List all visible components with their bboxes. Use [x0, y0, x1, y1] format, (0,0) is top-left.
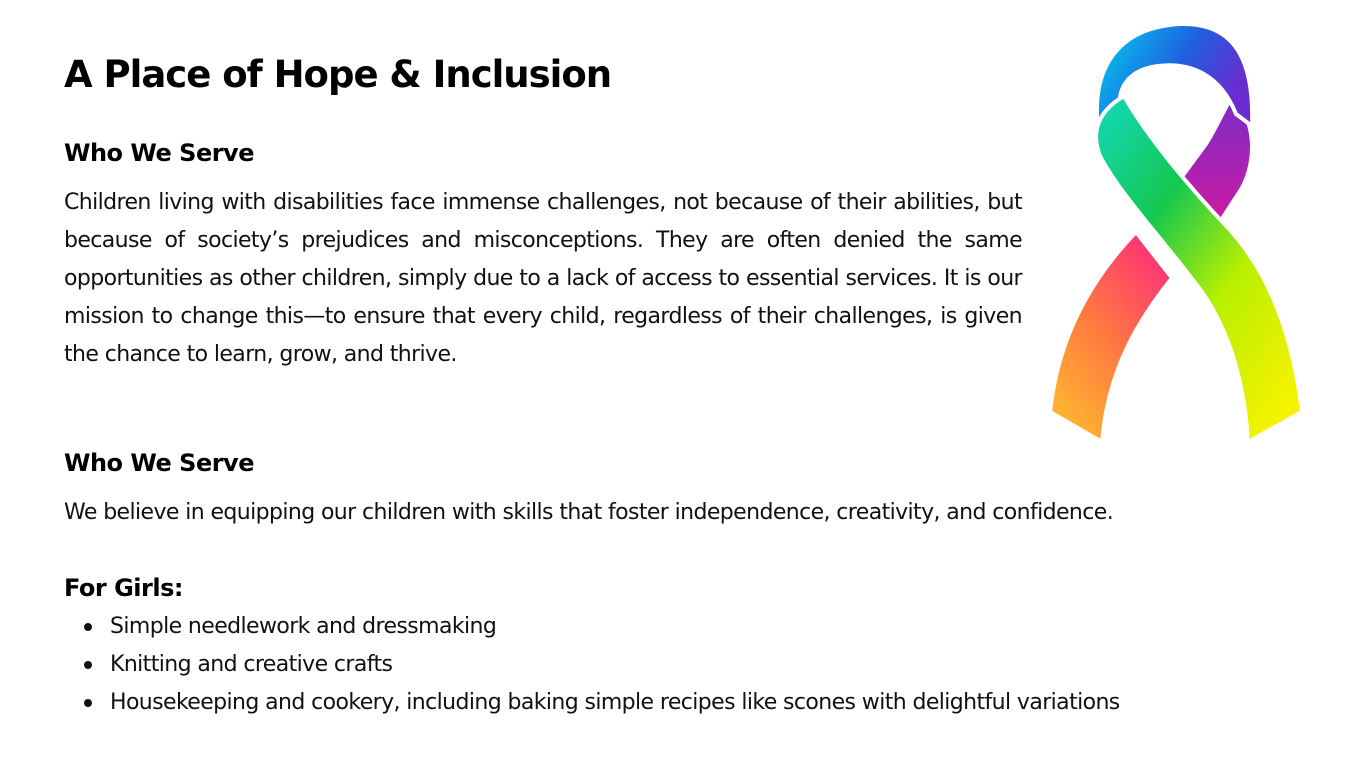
bullet-icon: [84, 699, 92, 707]
list-item-text: Housekeeping and cookery, including baking simple recipes like scones with delightful variations: [110, 690, 1120, 715]
bullet-icon: [84, 623, 92, 631]
page-title: A Place of Hope & Inclusion: [64, 53, 612, 96]
list-item: [84, 686, 1120, 724]
list-item: [84, 610, 1120, 648]
section-body-skills: We believe in equipping our children with skills that foster independence, creativity, and confidence.: [64, 500, 1114, 525]
section-heading-who-we-serve-2: Who We Serve: [64, 449, 254, 477]
list-item-text: Simple needlework and dressmaking: [110, 614, 497, 639]
section-heading-who-we-serve: Who We Serve: [64, 139, 254, 167]
list-item: [84, 648, 1120, 686]
list-item-text: Knitting and creative crafts: [110, 652, 393, 677]
rainbow-awareness-ribbon-icon: [1040, 18, 1312, 448]
bullet-icon: [84, 661, 92, 669]
skills-list: [84, 610, 1120, 724]
section-body-who-we-serve: Children living with disabilities face immense challenges, not because of their abilities, but because of society’s prejudices and misconceptions. They are often denied the same opportunities as other children, simply due to a lack of access to essential services. It is our mission to change this—to ensure that every child, regardless of their challenges, is given the chance to learn, grow, and thrive.: [64, 190, 1022, 367]
section-heading-for-girls: For Girls:: [64, 574, 183, 602]
